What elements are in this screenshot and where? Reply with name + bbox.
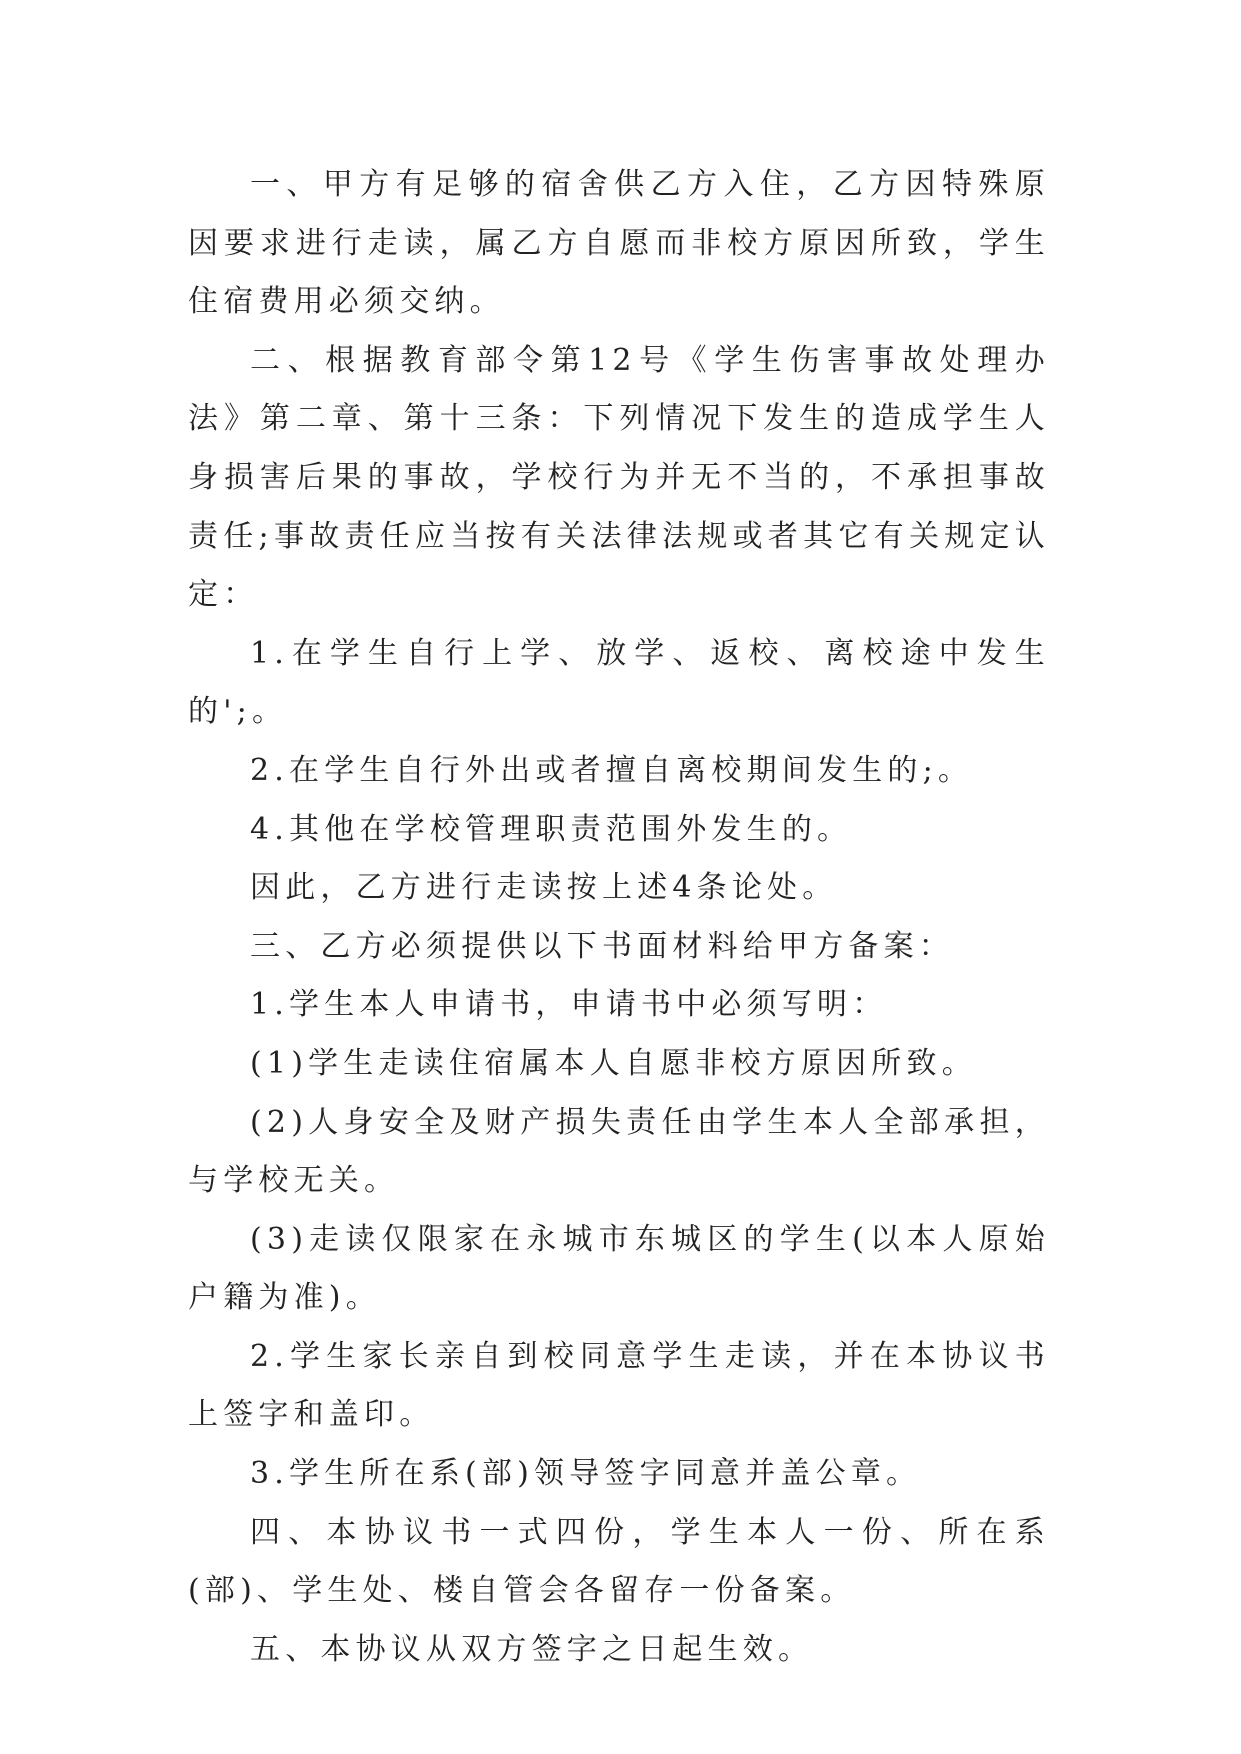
paragraph-item-2: 2.在学生自行外出或者擅自离校期间发生的;。 bbox=[250, 752, 974, 788]
paragraph-item-1: 1.在学生自行上学、放学、返校、离校途中发生的';。 bbox=[188, 635, 1050, 730]
paragraph-item-4: 4.其他在学校管理职责范围外发生的。 bbox=[250, 811, 853, 847]
paragraph-subitem-3: (3)走读仅限家在永城市东城区的学生(以本人原始户籍为准)。 bbox=[188, 1221, 1050, 1316]
paragraph-material-3: 3.学生所在系(部)领导签字同意并盖公章。 bbox=[250, 1456, 922, 1492]
document-body bbox=[188, 156, 1050, 1679]
paragraph-conclusion: 因此，乙方进行走读按上述4条论处。 bbox=[250, 870, 838, 906]
paragraph-clause-3: 三、乙方必须提供以下书面材料给甲方备案： bbox=[250, 928, 954, 964]
paragraph-clause-5: 五、本协议从双方签字之日起生效。 bbox=[250, 1631, 814, 1667]
paragraph-material-1: 1.学生本人申请书，申请书中必须写明： bbox=[250, 987, 888, 1023]
paragraph-subitem-1: (1)学生走读住宿属本人自愿非校方原因所致。 bbox=[250, 1045, 977, 1081]
paragraph-subitem-2: (2)人身安全及财产损失责任由学生本人全部承担，与学校无关。 bbox=[188, 1104, 1050, 1199]
paragraph-clause-4: 四、本协议书一式四份，学生本人一份、所在系(部)、学生处、楼自管会各留存一份备案。 bbox=[188, 1514, 1050, 1609]
paragraph-material-2: 2.学生家长亲自到校同意学生走读，并在本协议书上签字和盖印。 bbox=[188, 1338, 1050, 1433]
paragraph-clause-1: 一、甲方有足够的宿舍供乙方入住，乙方因特殊原因要求进行走读，属乙方自愿而非校方原因所致，学生住宿费用必须交纳。 bbox=[188, 167, 1050, 320]
paragraph-clause-2: 二、根据教育部令第12号《学生伤害事故处理办法》第二章、第十三条：下列情况下发生的造成学生人身损害后果的事故，学校行为并无不当的，不承担事故责任;事故责任应当按有关法律法规或者其它有关规定认定： bbox=[188, 342, 1050, 613]
